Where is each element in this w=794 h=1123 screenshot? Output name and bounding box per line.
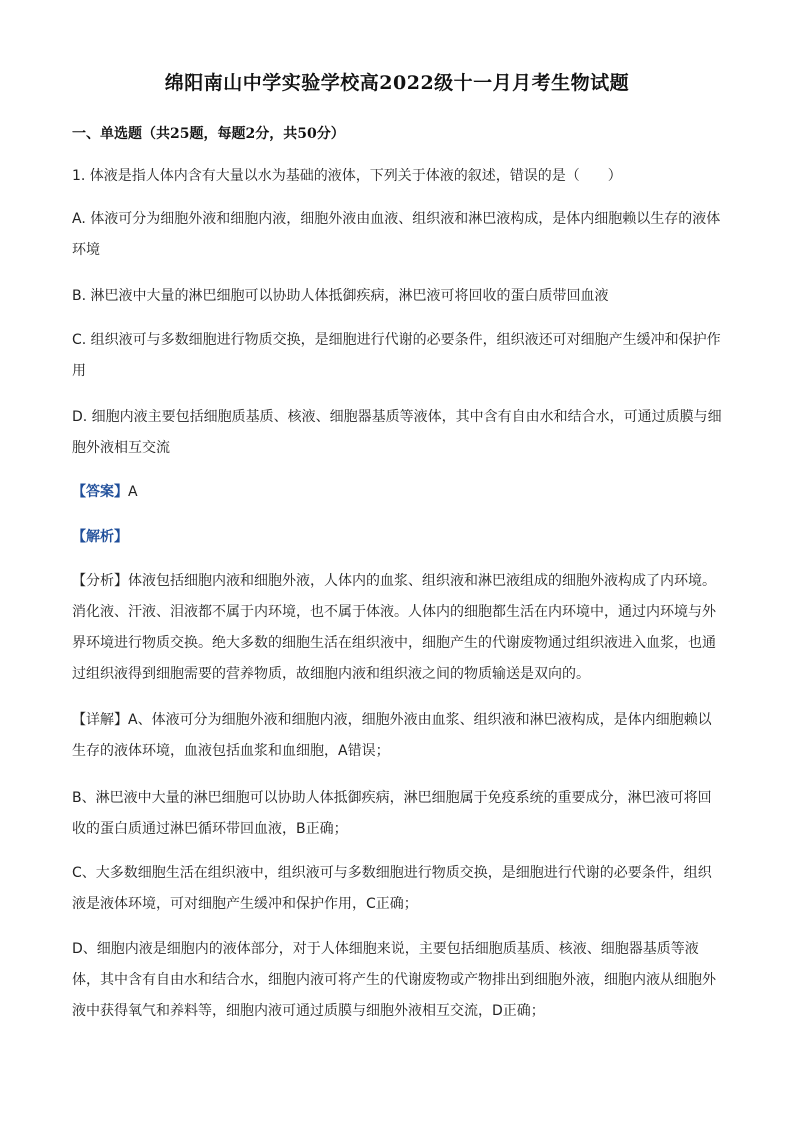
option-d-text: D. 细胞内液主要包括细胞质基质、核液、细胞器基质等液体，其中含有自由水和结合水，可通过质膜与细胞外液相互交流 — [72, 409, 722, 456]
xiangjie-b-paragraph — [72, 783, 722, 845]
analysis-label: 【解析】 — [72, 529, 128, 545]
answer-line — [72, 477, 722, 508]
xiangjie-c-text: C、大多数细胞生活在组织液中，组织液可与多数细胞进行物质交换，是细胞进行代谢的必要条件，组织液是液体环境，可对细胞产生缓冲和保护作用，C正确； — [72, 865, 712, 912]
xiangjie-d-paragraph — [72, 934, 722, 1027]
option-b-text: B. 淋巴液中大量的淋巴细胞可以协助人体抵御疾病，淋巴液可将回收的蛋白质带回血液 — [72, 288, 609, 304]
answer-value: A — [128, 484, 138, 500]
xiangjie-c-paragraph — [72, 858, 722, 920]
question-stem-text: 1. 体液是指人体内含有大量以水为基础的液体，下列关于体液的叙述，错误的是（ ） — [72, 168, 622, 184]
option-c — [72, 325, 722, 387]
xiangjie-a-text: A、体液可分为细胞外液和细胞内液，细胞外液由血浆、组织液和淋巴液构成，是体内细胞赖以生存的液体环境，血液包括血浆和血细胞，A错误； — [72, 712, 712, 759]
answer-label: 【答案】 — [72, 484, 128, 500]
fenxi-label: 【分析】 — [72, 573, 128, 589]
option-a-text: A. 体液可分为细胞外液和细胞内液，细胞外液由血液、组织液和淋巴液构成，是体内细胞赖以生存的液体环境 — [72, 211, 721, 258]
option-b — [72, 281, 722, 312]
xiangjie-b-text: B、淋巴液中大量的淋巴细胞可以协助人体抵御疾病，淋巴细胞属于免疫系统的重要成分，淋巴液可将回收的蛋白质通过淋巴循环带回血液，B正确； — [72, 790, 712, 837]
section-heading: 一、单选题（共25题，每题2分，共50分） — [72, 126, 345, 142]
question-stem — [72, 161, 722, 192]
document-title: 绵阳南山中学实验学校高2022级十一月月考生物试题 — [164, 72, 630, 94]
option-d — [72, 402, 722, 464]
xiangjie-a-paragraph — [72, 705, 722, 767]
xiangjie-label: 【详解】 — [72, 712, 128, 728]
xiangjie-d-text: D、细胞内液是细胞内的液体部分，对于人体细胞来说，主要包括细胞质基质、核液、细胞器基质等液体，其中含有自由水和结合水，细胞内液可将产生的代谢废物或产物排出到细胞外液，细胞内液从细胞外液中获得氧气和养料等，细胞内液可通过质膜与细胞外液相互交流，D正确； — [72, 941, 716, 1019]
analysis-heading — [72, 522, 722, 553]
option-c-text: C. 组织液可与多数细胞进行物质交换，是细胞进行代谢的必要条件，组织液还可对细胞产生缓冲和保护作用 — [72, 332, 721, 379]
fenxi-paragraph — [72, 566, 722, 690]
option-a — [72, 204, 722, 266]
fenxi-text: 体液包括细胞内液和细胞外液，人体内的血浆、组织液和淋巴液组成的细胞外液构成了内环境。消化液、汗液、泪液都不属于内环境，也不属于体液。人体内的细胞都生活在内环境中，通过内环境与外界环境进行物质交换。绝大多数的细胞生活在组织液中，细胞产生的代谢废物通过组织液进入血浆，也通过组织液得到细胞需要的营养物质，故细胞内液和组织液之间的物质输送是双向的。 — [72, 573, 716, 682]
